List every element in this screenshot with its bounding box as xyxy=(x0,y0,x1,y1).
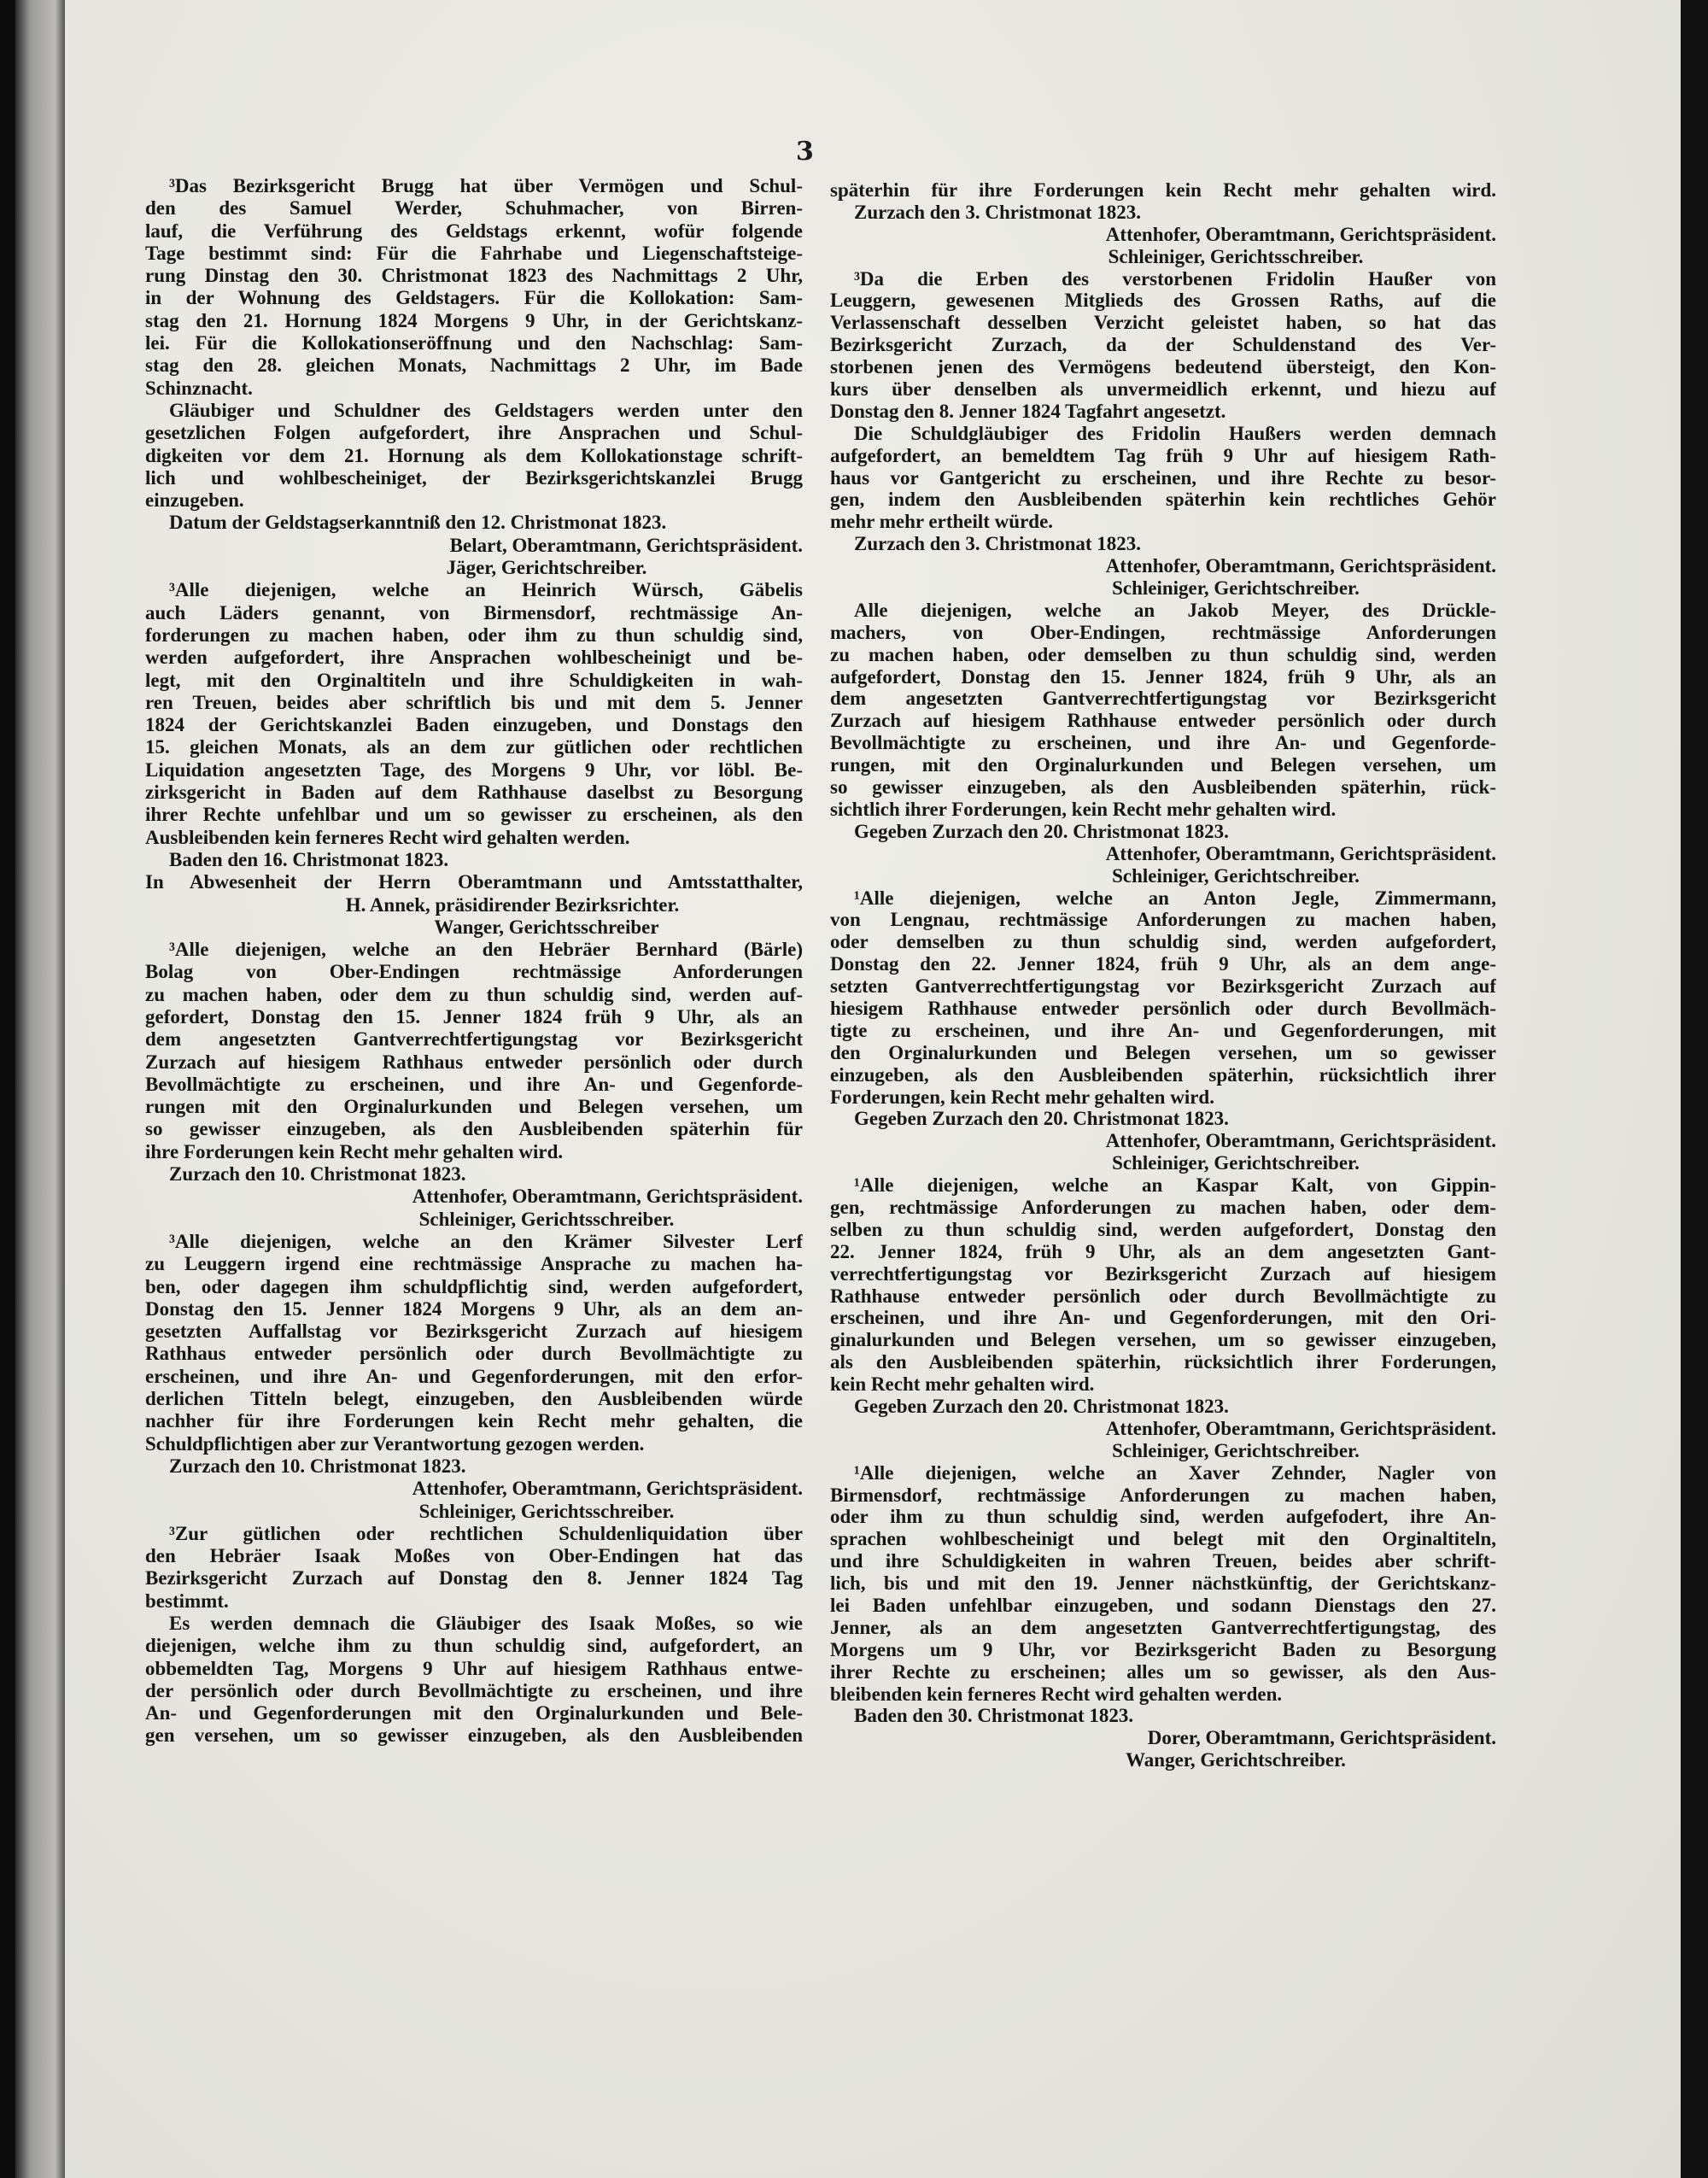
text-line: so gewisser einzugeben, als den Ausbleibenden späterhin für xyxy=(145,1118,803,1140)
signature-line: Schleiniger, Gerichtschreiber. xyxy=(1112,864,1360,887)
signature-line: Dorer, Oberamtmann, Gerichtspräsident. xyxy=(1147,1727,1496,1749)
notice-paragraph xyxy=(830,268,1496,423)
text-line: rung Dinstag den 30. Christmonat 1823 des Nachmittags 2 Uhr, xyxy=(145,265,803,287)
notice-paragraph xyxy=(830,423,1496,533)
text-line: Die Schuldgläubiger des Fridolin Haußers werden demnach xyxy=(854,422,1496,444)
text-line: als den Ausbleibenden späterhin, rücksichtlich ihrer Forderungen, xyxy=(830,1351,1496,1373)
text-line: Morgens um 9 Uhr, vor Bezirksgericht Baden zu Besorgung xyxy=(830,1638,1496,1660)
text-line: ³Da die Erben des verstorbenen Fridolin Haußer von xyxy=(854,267,1496,290)
text-line: diejenigen, welche ihm zu thun schuldig sind, aufgefordert, an xyxy=(145,1635,803,1657)
signature-line: Wanger, Gerichtschreiber. xyxy=(1126,1749,1346,1771)
signature-line: Schleiniger, Gerichtsschreiber. xyxy=(418,1500,675,1522)
text-line: erscheinen, und ihre An- und Gegenforderungen, mit den erfor- xyxy=(145,1365,803,1387)
notice-paragraph xyxy=(145,400,803,512)
text-line: ihrer Rechte zu erscheinen; alles um so gewisser, als den Aus- xyxy=(830,1660,1496,1683)
text-line: lich, bis und mit den 19. Jenner nächstkünftig, der Gerichtskanz- xyxy=(830,1572,1496,1595)
text-line: Rathhause entweder persönlich oder durch Bevollmächtigte zu xyxy=(830,1285,1496,1307)
dateline: Datum der Geldstagserkanntniß den 12. Christmonat 1823. xyxy=(169,512,667,534)
signature-line: Attenhofer, Oberamtmann, Gerichtspräsident. xyxy=(1105,1417,1496,1439)
text-line: in der Wohnung des Geldstagers. Für die Kollokation: Sam- xyxy=(145,287,803,309)
notice-paragraph xyxy=(830,1462,1496,1706)
text-line: forderungen zu machen haben, oder ihm zu thun schuldig sind, xyxy=(145,624,803,646)
text-line: Es werden demnach die Gläubiger des Isaak Moßes, so wie xyxy=(169,1613,803,1634)
notice-paragraph xyxy=(830,600,1496,821)
text-line: ¹Alle diejenigen, welche an Anton Jegle, Zimmermann, xyxy=(854,887,1496,909)
notice-paragraph xyxy=(145,1523,803,1613)
previous-page-edge xyxy=(15,0,65,2178)
text-line: zu machen haben, oder dem zu thun schuldig sind, werden auf- xyxy=(145,983,803,1005)
text-line: dem angesetzten Gantverrechtfertigungstag vor Bezirksgericht xyxy=(830,688,1496,710)
signature-line: Schleiniger, Gerichtsschreiber. xyxy=(1108,245,1364,267)
text-line: einzugeben, als den Ausbleibenden späterhin, rücksichtlich ihrer xyxy=(830,1063,1496,1086)
text-line: haus vor Gantgericht zu erscheinen, und ihre Rechte zu besor- xyxy=(830,466,1496,489)
dateline: Baden den 30. Christmonat 1823. xyxy=(854,1705,1134,1727)
dateline: Gegeben Zurzach den 20. Christmonat 1823. xyxy=(854,1395,1229,1417)
text-line: dem angesetzten Gantverrechtfertigungstag vor Bezirksgericht xyxy=(145,1028,803,1051)
text-line: tigte zu erscheinen, und ihre An- und Gegenforderungen, mit xyxy=(830,1019,1496,1041)
text-line: auch Läders genannt, von Birmensdorf, rechtmässige An- xyxy=(145,601,803,624)
dateline: Zurzach den 3. Christmonat 1823. xyxy=(854,533,1142,555)
text-line: verrechtfertigungstag vor Bezirksgericht Zurzach auf hiesigem xyxy=(830,1262,1496,1285)
text-line: Birmensdorf, rechtmässige Anforderungen zu machen haben, xyxy=(830,1484,1496,1506)
signature-line: Schleiniger, Gerichtschreiber. xyxy=(1112,1439,1360,1461)
text-line: Ausbleibenden kein ferneres Recht wird gehalten werden. xyxy=(145,826,630,848)
text-line: gefordert, Donstag den 15. Jenner 1824 früh 9 Uhr, als an xyxy=(145,1005,803,1028)
text-line: ³Zur gütlichen oder rechtlichen Schuldenliquidation über xyxy=(169,1522,803,1544)
notice-paragraph xyxy=(145,939,803,1163)
text-line: bestimmt. xyxy=(145,1590,229,1612)
text-line: sprachen wohlbescheinigt und belegt mit den Orginaltiteln, xyxy=(830,1528,1496,1550)
text-line: Bevollmächtigte zu erscheinen, und ihre An- und Gegenforde- xyxy=(145,1073,803,1095)
text-line: ³Das Bezirksgericht Brugg hat über Vermögen und Schul- xyxy=(169,175,803,196)
text-line: ren Treuen, beides aber schriftlich bis und mit dem 5. Jenner xyxy=(145,691,803,713)
text-line: rungen mit den Orginalurkunden und Belegen versehen, um xyxy=(145,1096,803,1118)
text-line: 15. gleichen Monats, als an dem zur gütlichen oder rechtlichen xyxy=(145,736,803,758)
signature-line: Attenhofer, Oberamtmann, Gerichtspräsident. xyxy=(1105,1130,1496,1152)
text-line: gen versehen, um so gewisser einzugeben, als den Ausbleibenden xyxy=(145,1724,803,1747)
text-line: kein Recht mehr gehalten wird. xyxy=(830,1373,1095,1396)
text-line: lei. Für die Kollokationseröffnung und den Nachschlag: Sam- xyxy=(145,332,803,354)
text-line: An- und Gegenforderungen mit den Orginalurkunden und Bele- xyxy=(145,1702,803,1724)
text-line: 1824 der Gerichtskanzlei Baden einzugeben, und Donstags den xyxy=(145,714,803,736)
text-line: ¹Alle diejenigen, welche an Kaspar Kalt, von Gippin- xyxy=(854,1174,1496,1197)
text-line: bleibenden kein ferneres Recht wird gehalten werden. xyxy=(830,1683,1283,1705)
text-line: den Orginalurkunden und Belegen versehen, um so gewisser xyxy=(830,1041,1496,1063)
text-line: ¹Alle diejenigen, welche an Xaver Zehnder, Nagler von xyxy=(854,1461,1496,1484)
text-line: lauf, die Verführung des Geldstags erkennt, wofür folgende xyxy=(145,220,803,242)
text-line: Zurzach auf hiesigem Rathhaus entweder persönlich oder durch xyxy=(145,1051,803,1073)
text-line: zu machen haben, oder demselben zu thun schuldig sind, werden xyxy=(830,643,1496,665)
text-line: ginalurkunden und Belegen versehen, um so gewisser einzugeben, xyxy=(830,1329,1496,1351)
text-line: Zurzach auf hiesigem Rathhause entweder persönlich oder durch xyxy=(830,710,1496,732)
notice-paragraph xyxy=(145,175,803,400)
text-line: Bezirksgericht Zurzach auf Donstag den 8. Jenner 1824 Tag xyxy=(145,1567,803,1590)
text-line: werden aufgefordert, ihre Ansprachen wohlbescheinigt und be- xyxy=(145,647,803,669)
text-line: stag den 28. gleichen Monats, Nachmittags 2 Uhr, im Bade xyxy=(145,354,803,377)
page-number: 3 xyxy=(796,137,814,167)
text-line: derlichen Titteln belegt, einzugeben, den Ausbleibenden würde xyxy=(145,1388,803,1410)
text-line: machers, von Ober-Endingen, rechtmässige Anforderungen xyxy=(830,621,1496,643)
dateline: Gegeben Zurzach den 20. Christmonat 1823. xyxy=(854,1108,1229,1130)
text-line: setzten Gantverrechtfertigungstag vor Bezirksgericht Zurzach auf xyxy=(830,975,1496,998)
text-line: Verlassenschaft desselben Verzicht geleistet haben, so hat das xyxy=(830,312,1496,334)
text-line: einzugeben. xyxy=(145,489,244,512)
text-line: hiesigem Rathhause entweder persönlich oder durch Bevollmäch- xyxy=(830,997,1496,1019)
text-line: ben, oder dagegen ihm schuldpflichtig sind, werden aufgefordert, xyxy=(145,1275,803,1297)
text-line: 22. Jenner 1824, früh 9 Uhr, als an dem angesetzten Gant- xyxy=(830,1240,1496,1262)
signature-line: Attenhofer, Oberamtmann, Gerichtspräsident. xyxy=(412,1478,803,1500)
dateline: Zurzach den 10. Christmonat 1823. xyxy=(169,1455,466,1477)
text-line: ³Alle diejenigen, welche an Heinrich Würsch, Gäbelis xyxy=(169,579,803,601)
text-line: von Lengnau, rechtmässige Anforderungen zu machen haben, xyxy=(830,909,1496,931)
text-line: storbenen jenen des Vermögens bedeutend übersteigt, den Kon- xyxy=(830,356,1496,378)
text-line: In Abwesenheit der Herrn Oberamtmann und Amtsstatthalter, xyxy=(145,871,803,893)
signature-line: H. Annek, präsidirender Bezirksrichter. xyxy=(345,893,680,916)
text-line: zirksgericht in Baden auf dem Rathhause daselbst zu Besorgung xyxy=(145,782,803,804)
text-line: stag den 21. Hornung 1824 Morgens 9 Uhr, in der Gerichtskanz- xyxy=(145,309,803,331)
text-line: Leuggern, gewesenen Mitglieds des Grossen Raths, auf die xyxy=(830,290,1496,312)
text-line: Bevollmächtigte zu erscheinen, und ihre An- und Gegenforde- xyxy=(830,732,1496,754)
signature-line: Attenhofer, Oberamtmann, Gerichtspräsident. xyxy=(1105,223,1496,245)
text-line: Jenner, als an dem angesetzten Gantverrechtfertigungstag, des xyxy=(830,1616,1496,1638)
text-line: lich und wohlbescheiniget, der Bezirksgerichtskanzlei Brugg xyxy=(145,466,803,489)
text-line: und ihre Schuldigkeiten in wahren Treuen, beides aber schrift- xyxy=(830,1550,1496,1572)
text-line: oder demselben zu thun schuldig sind, werden aufgefordert, xyxy=(830,931,1496,953)
text-line: Bezirksgericht Zurzach, da der Schuldenstand des Ver- xyxy=(830,334,1496,356)
text-line: Forderungen, kein Recht mehr gehalten wird. xyxy=(830,1086,1214,1108)
text-line: späterhin für ihre Forderungen kein Recht mehr gehalten wird. xyxy=(830,179,1496,201)
text-line: Liquidation angesetzten Tage, des Morgens 9 Uhr, vor löbl. Be- xyxy=(145,758,803,781)
signature-line: Attenhofer, Oberamtmann, Gerichtspräsident. xyxy=(412,1186,803,1208)
scan-border xyxy=(1681,0,1708,2178)
text-line: legt, mit den Orginaltiteln und ihre Schuldigkeiten in wah- xyxy=(145,669,803,691)
text-line: digkeiten vor dem 21. Hornung als dem Kollokationstage schrift- xyxy=(145,444,803,466)
text-line: Donstag den 15. Jenner 1824 Morgens 9 Uhr, als an dem an- xyxy=(145,1297,803,1320)
text-line: ihrer Rechte unfehlbar und um so gewisser zu erscheinen, als den xyxy=(145,804,803,826)
signature-line: Schleiniger, Gerichtsschreiber. xyxy=(418,1208,675,1230)
text-line: Rathhaus entweder persönlich oder durch Bevollmächtigte zu xyxy=(145,1343,803,1365)
text-line: Bolag von Ober-Endingen rechtmässige Anforderungen xyxy=(145,961,803,983)
signature-line: Attenhofer, Oberamtmann, Gerichtspräsident. xyxy=(1105,555,1496,577)
text-line: Donstag den 22. Jenner 1824, früh 9 Uhr, als an dem ange- xyxy=(830,953,1496,975)
notice-paragraph xyxy=(145,579,803,849)
text-line: Gläubiger und Schuldner des Geldstagers werden unter den xyxy=(169,399,803,421)
text-line: gen, rechtmässige Anforderungen zu machen haben, oder dem- xyxy=(830,1196,1496,1218)
text-line: gesetzlichen Folgen aufgefordert, ihre Ansprachen und Schul- xyxy=(145,422,803,444)
notice-paragraph xyxy=(145,1613,803,1748)
text-line: aufgefordert, Donstag den 15. Jenner 1824, früh 9 Uhr, als an xyxy=(830,665,1496,688)
dateline: Baden den 16. Christmonat 1823. xyxy=(169,848,449,870)
text-line: mehr mehr ertheilt würde. xyxy=(830,511,1054,533)
signature-line: Belart, Oberamtmann, Gerichtspräsident. xyxy=(449,534,803,556)
notice-paragraph xyxy=(830,887,1496,1109)
right-column xyxy=(830,179,1496,1771)
continued-text xyxy=(145,871,803,893)
text-line: so gewisser einzugeben, als den Ausbleibenden späterhin, rück- xyxy=(830,776,1496,799)
text-line: zu Leuggern irgend eine rechtmässige Ansprache zu machen ha- xyxy=(145,1253,803,1275)
signature-line: Schleiniger, Gerichtschreiber. xyxy=(1112,1152,1360,1174)
text-line: ihre Forderungen kein Recht mehr gehalten wird. xyxy=(145,1140,564,1162)
text-line: ³Alle diejenigen, welche an den Hebräer Bernhard (Bärle) xyxy=(169,939,803,961)
signature-line: Schleiniger, Gerichtschreiber. xyxy=(1112,577,1360,600)
text-line: Donstag den 8. Jenner 1824 Tagfahrt angesetzt. xyxy=(830,400,1226,422)
signature-line: Wanger, Gerichtsschreiber xyxy=(434,916,659,938)
text-line: oder ihm zu thun schuldig sind, werden aufgefodert, ihre An- xyxy=(830,1506,1496,1528)
continued-text xyxy=(830,179,1496,202)
text-line: gen, indem den Ausbleibenden späterhin kein rechtliches Gehör xyxy=(830,489,1496,511)
text-line: ³Alle diejenigen, welche an den Krämer Silvester Lerf xyxy=(169,1230,803,1252)
dateline: Zurzach den 3. Christmonat 1823. xyxy=(854,201,1142,223)
text-line: selben zu thun schuldig sind, werden aufgefordert, Donstag den xyxy=(830,1218,1496,1240)
text-line: Tage bestimmt sind: Für die Fahrhabe und Liegenschaftsteige- xyxy=(145,242,803,264)
left-column xyxy=(145,175,803,1748)
text-line: den des Samuel Werder, Schuhmacher, von Birren- xyxy=(145,197,803,220)
text-line: aufgefordert, an bemeldtem Tag früh 9 Uhr auf hiesigem Rath- xyxy=(830,444,1496,466)
text-line: Schinznacht. xyxy=(145,377,253,399)
notice-paragraph xyxy=(830,1174,1496,1396)
text-line: gesetzten Auffallstag vor Bezirksgericht Zurzach auf hiesigem xyxy=(145,1320,803,1343)
signature-line: Attenhofer, Oberamtmann, Gerichtspräsident. xyxy=(1105,842,1496,864)
text-line: Schuldpflichtigen aber zur Verantwortung gezogen werden. xyxy=(145,1432,645,1455)
signature-line: Jäger, Gerichtschreiber. xyxy=(446,557,647,579)
text-line: kurs über denselben als unvermeidlich erkennt, und hiezu auf xyxy=(830,378,1496,401)
dateline: Zurzach den 10. Christmonat 1823. xyxy=(169,1163,466,1186)
text-line: erscheinen, und ihre An- und Gegenforderungen, mit den Ori- xyxy=(830,1307,1496,1329)
text-line: nachher für ihre Forderungen kein Recht mehr gehalten, die xyxy=(145,1410,803,1432)
text-line: Alle diejenigen, welche an Jakob Meyer, des Drückle- xyxy=(854,599,1496,621)
notice-paragraph xyxy=(145,1231,803,1455)
text-line: der persönlich oder durch Bevollmächtigte zu erscheinen, und ihre xyxy=(145,1679,803,1701)
text-line: lei Baden unfehlbar einzugeben, und sodann Dienstags den 27. xyxy=(830,1595,1496,1616)
text-line: rungen, mit den Orginalurkunden und Belegen versehen, um xyxy=(830,754,1496,776)
text-line: obbemeldten Tag, Morgens 9 Uhr auf hiesigem Rathhaus entwe- xyxy=(145,1657,803,1679)
dateline: Gegeben Zurzach den 20. Christmonat 1823. xyxy=(854,820,1229,842)
text-line: den Hebräer Isaak Moßes von Ober-Endingen hat das xyxy=(145,1545,803,1567)
text-line: sichtlich ihrer Forderungen, kein Recht mehr gehalten wird. xyxy=(830,798,1337,820)
